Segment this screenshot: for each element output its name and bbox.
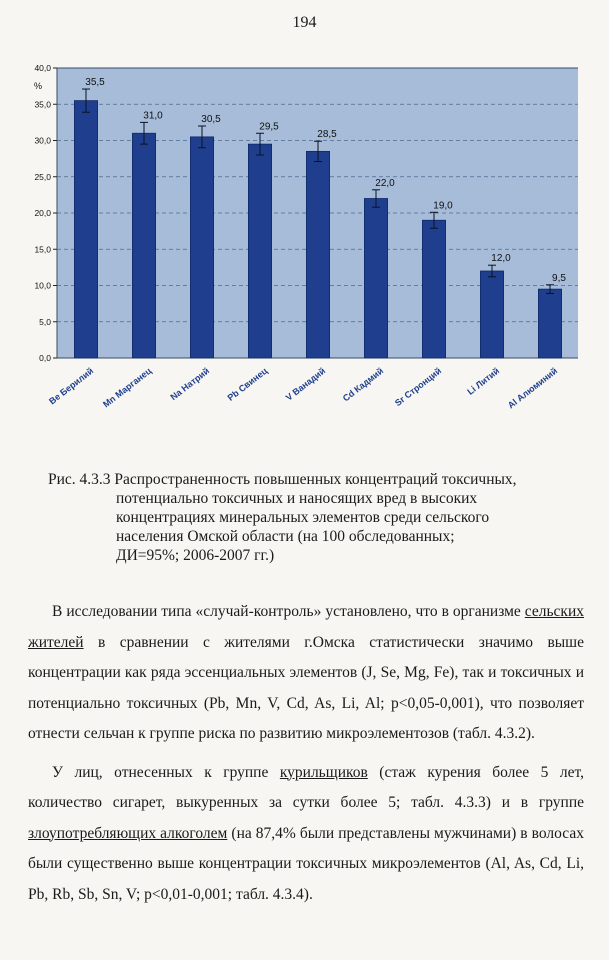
text-run: У лиц, отнесенных к группе	[52, 763, 280, 781]
x-tick-label: Mn Марганец	[101, 365, 154, 410]
underlined-term: курильщиков	[279, 763, 368, 781]
text-run: (стаж курения более 5 лет, количество сигарет, выкуренных за сутки более 5; табл. 4.3.3) и в группе	[28, 763, 584, 811]
y-tick-label: 30,0	[34, 135, 51, 146]
figure-caption	[48, 470, 568, 565]
y-tick-label: 35,0	[34, 99, 51, 110]
y-tick-label: 5,0	[39, 316, 51, 327]
text-run: в сравнении с жителями г.Омска статистически значимо выше концентрации как ряда эссенциальных элементов (J, Se, Mg, Fe), так и токсичных и потенциально токсичных (Pb, Mn, V, Cd, As, Li, Al; p<0,05-0,001), что позволяет отнести сельчан к группе риска по развитию микроэлементозов (табл. 4.3.2).	[28, 633, 584, 742]
y-tick-label: 10,0	[34, 280, 51, 291]
bar	[132, 133, 155, 358]
x-tick-label: Na Натрий	[168, 365, 212, 403]
caption-line: потенциально токсичных и наносящих вред в высоких	[116, 490, 478, 507]
text-run: (на 87,4% были представлены мужчинами) в волосах были существенно выше концентрации токсичных микроэлементов (Al, As, Cd, Li, Pb, Rb, Sb, Sn, V; p<0,01-0,001; табл. 4.3.4).	[28, 824, 584, 903]
y-tick-label: 20,0	[34, 208, 51, 218]
bar	[480, 271, 503, 358]
x-tick-label: Pb Свинец	[225, 365, 270, 403]
x-tick-label: Be Берилий	[47, 365, 96, 407]
bar	[364, 199, 387, 359]
data-label: 12,0	[491, 253, 511, 265]
data-label: 29,5	[259, 121, 279, 133]
paragraph	[28, 758, 584, 911]
data-label: 9,5	[552, 272, 566, 284]
caption-line: концентрациях минеральных элементов среди сельского	[116, 509, 490, 526]
text-run: В исследовании типа «случай-контроль» установлено, что в организме	[52, 603, 525, 620]
y-axis-label: %	[34, 81, 43, 92]
caption-line: ДИ=95%; 2006-2007 гг.)	[116, 547, 275, 564]
x-tick-label: V Ванадий	[283, 365, 328, 403]
bar-chart	[30, 60, 578, 465]
bar	[190, 137, 213, 358]
x-tick-label: Li Литий	[465, 365, 502, 397]
bar	[306, 151, 329, 358]
bar	[74, 101, 97, 358]
page-number: 194	[292, 14, 317, 31]
y-tick-label: 0,0	[39, 353, 51, 363]
data-label: 22,0	[375, 177, 395, 189]
caption-line: Рис. 4.3.3 Распространенность повышенных концентраций токсичных,	[48, 471, 517, 488]
bar	[538, 289, 561, 358]
underlined-term: злоупотребляющих алкоголем	[28, 824, 228, 842]
data-label: 19,0	[433, 200, 453, 212]
y-tick-label: 15,0	[34, 244, 51, 255]
y-tick-label: 40,0	[34, 63, 51, 73]
chart-svg	[30, 60, 578, 465]
paragraph	[28, 597, 584, 750]
body-text	[28, 597, 584, 910]
x-tick-label: Sr Стронций	[392, 365, 444, 409]
bar	[422, 220, 445, 358]
x-tick-label: Al Алюминий	[505, 365, 560, 411]
y-tick-label: 25,0	[34, 171, 51, 182]
data-label: 31,0	[143, 110, 163, 122]
underlined-term: сельских жителей	[28, 603, 584, 651]
data-label: 28,5	[317, 129, 337, 141]
data-label: 35,5	[85, 77, 105, 89]
caption-line: населения Омской области (на 100 обследованных;	[116, 528, 455, 545]
bar	[248, 144, 271, 358]
x-tick-label: Cd Кадмий	[340, 365, 386, 404]
data-label: 30,5	[201, 114, 221, 125]
